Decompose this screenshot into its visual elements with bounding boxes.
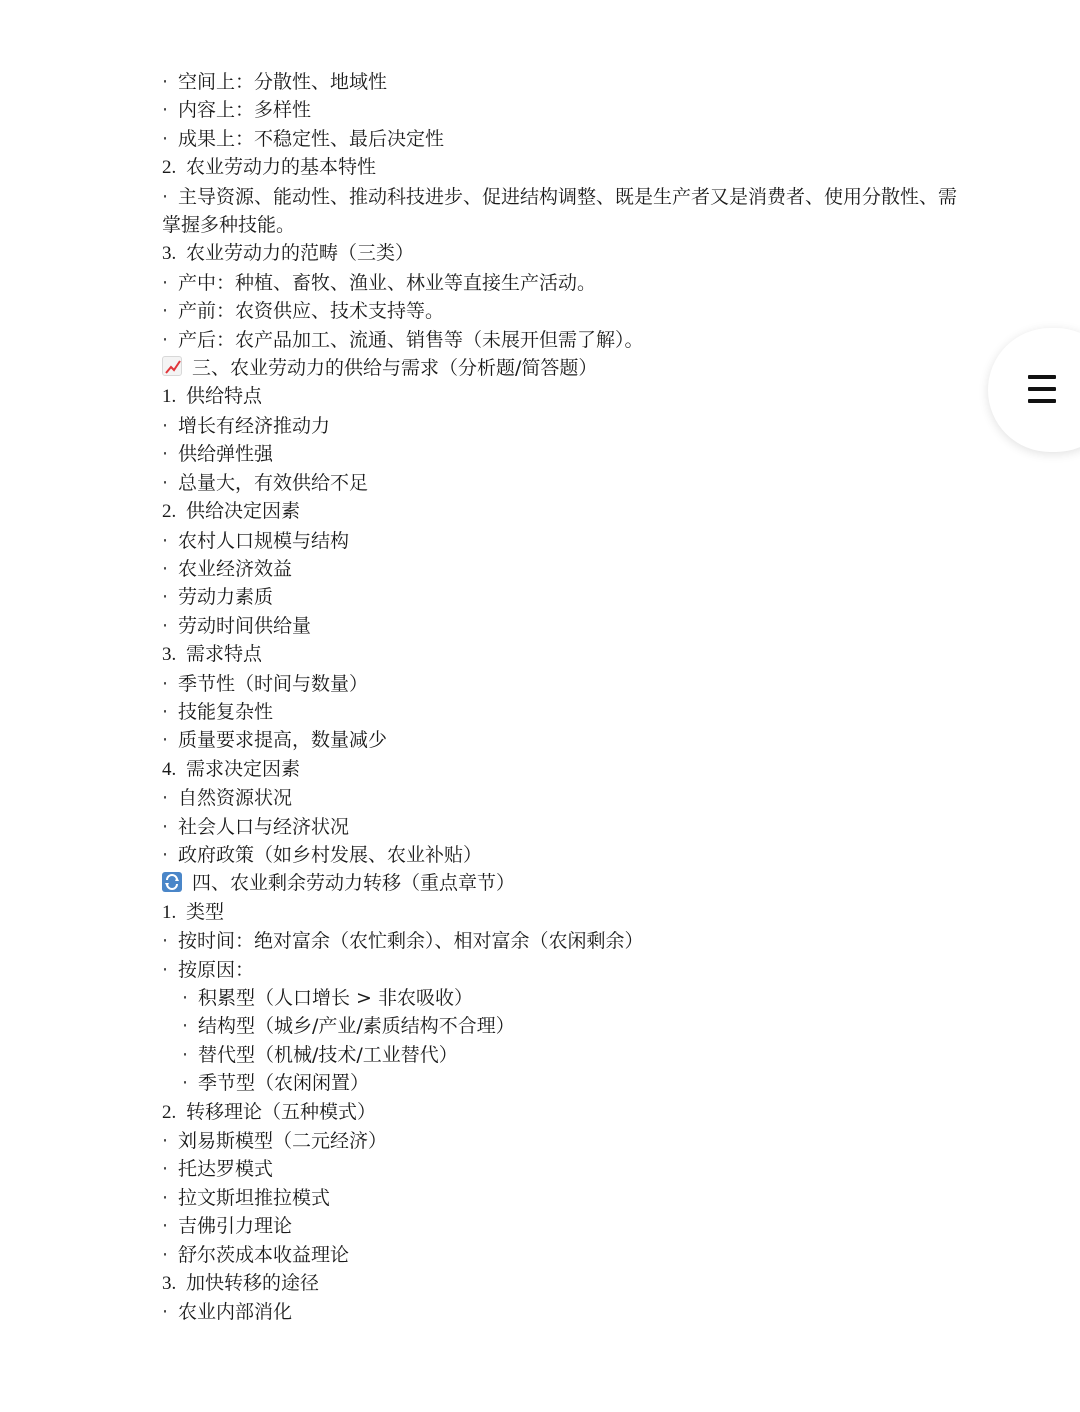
bullet-marker: · [162, 443, 169, 466]
bullet-marker: · [162, 529, 169, 552]
line-text: 加快转移的途径 [186, 1272, 320, 1295]
line-text: 农业经济效益 [178, 557, 293, 580]
sub-list-item [162, 984, 962, 1012]
bullet-marker: · [162, 586, 169, 609]
line-text: 三、农业劳动力的供给与需求（分析题/简答题） [192, 357, 598, 380]
numbered-heading [162, 898, 962, 927]
list-item [162, 125, 962, 153]
numbered-heading [162, 755, 962, 784]
bullet-marker: · [162, 71, 169, 93]
bullet-marker: · [162, 930, 169, 953]
list-item [162, 698, 962, 726]
list-item [162, 670, 962, 698]
list-number: 3. [162, 1273, 177, 1295]
line-text: 内容上：多样性 [178, 99, 312, 122]
list-number: 1. [162, 901, 177, 923]
bullet-marker: · [162, 787, 169, 810]
bullet-marker: · [162, 99, 169, 122]
numbered-heading [162, 1098, 962, 1127]
list-number: 1. [162, 386, 177, 408]
document-body [162, 68, 962, 1327]
bullet-marker: · [162, 958, 169, 981]
bullet-marker: · [162, 1243, 169, 1266]
list-number: 4. [162, 758, 177, 780]
line-text: 技能复杂性 [178, 700, 274, 723]
line-text: 产后：农产品加工、流通、销售等（未展开但需了解）。 [178, 328, 644, 351]
chart-increasing-icon [162, 356, 182, 376]
line-text: 刘易斯模型（二元经济） [178, 1130, 388, 1153]
bullet-marker: · [162, 414, 169, 437]
list-item [162, 726, 962, 754]
line-text: 成果上：不稳定性、最后决定性 [178, 127, 445, 150]
list-item [162, 612, 962, 640]
list-number: 3. [162, 243, 177, 265]
line-text: 供给弹性强 [178, 443, 274, 466]
line-text: 类型 [186, 900, 225, 923]
sub-list-item [162, 1069, 962, 1097]
line-text: 自然资源状况 [178, 787, 293, 810]
list-item [162, 412, 962, 440]
line-text: 主导资源、能动性、推动科技进步、促进结构调整、既是生产者又是消费者、使用分散性、需掌握多种技能。 [162, 185, 958, 237]
line-text: 农村人口规模与结构 [178, 529, 350, 552]
line-text: 拉文斯坦推拉模式 [178, 1186, 331, 1209]
line-text: 替代型（机械/技术/工业替代） [198, 1043, 458, 1066]
list-item [162, 956, 962, 984]
list-item [162, 813, 962, 841]
bullet-marker: · [162, 843, 169, 866]
line-text: 增长有经济推动力 [178, 414, 331, 437]
line-text: 托达罗模式 [178, 1158, 274, 1181]
bullet-marker: · [182, 1043, 189, 1066]
list-item [162, 1212, 962, 1240]
list-number: 2. [162, 157, 177, 179]
menu-button[interactable] [988, 328, 1080, 452]
line-text: 季节性（时间与数量） [178, 672, 369, 695]
numbered-heading [162, 153, 962, 182]
bullet-marker: · [162, 185, 169, 208]
line-text: 总量大，有效供给不足 [178, 471, 369, 494]
bullet-marker: · [162, 328, 169, 351]
list-item [162, 1127, 962, 1155]
bullet-marker: · [162, 815, 169, 838]
list-item [162, 583, 962, 611]
line-text: 需求决定因素 [186, 757, 301, 780]
list-item [162, 784, 962, 812]
cycle-arrows-icon [162, 872, 182, 892]
line-text: 吉佛引力理论 [178, 1215, 293, 1238]
list-item [162, 927, 962, 955]
list-item [162, 269, 962, 297]
sub-list-item [162, 1012, 962, 1040]
line-text: 产前：农资供应、技术支持等。 [178, 300, 445, 323]
line-text: 需求特点 [186, 643, 263, 666]
line-text: 结构型（城乡/产业/素质结构不合理） [198, 1015, 515, 1038]
bullet-marker: · [162, 1186, 169, 1209]
bullet-marker: · [182, 1072, 189, 1095]
line-text: 转移理论（五种模式） [186, 1100, 377, 1123]
list-number: 2. [162, 501, 177, 523]
bullet-marker: · [162, 700, 169, 723]
line-text: 供给决定因素 [186, 500, 301, 523]
list-item [162, 1155, 962, 1183]
list-item [162, 440, 962, 468]
list-item [162, 297, 962, 325]
list-item [162, 96, 962, 124]
numbered-heading [162, 640, 962, 669]
line-text: 按原因： [178, 958, 255, 981]
line-text: 劳动力素质 [178, 586, 274, 609]
list-item [162, 326, 962, 354]
list-item [162, 841, 962, 869]
hamburger-menu-icon [1028, 375, 1056, 403]
line-text: 四、农业剩余劳动力转移（重点章节） [192, 872, 516, 895]
bullet-marker: · [162, 1130, 169, 1153]
line-text: 产中：种植、畜牧、渔业、林业等直接生产活动。 [178, 271, 597, 294]
line-text: 农业劳动力的范畴（三类） [186, 242, 415, 265]
line-text: 供给特点 [186, 385, 263, 408]
bullet-marker: · [162, 557, 169, 580]
list-number: 3. [162, 644, 177, 666]
list-number: 2. [162, 1101, 177, 1123]
list-item [162, 1241, 962, 1269]
section-heading [162, 869, 962, 897]
line-text: 劳动时间供给量 [178, 614, 312, 637]
line-text: 空间上：分散性、地域性 [178, 71, 388, 93]
bullet-marker: · [162, 1301, 169, 1324]
line-text: 季节型（农闲闲置） [198, 1072, 370, 1095]
bullet-marker: · [162, 1215, 169, 1238]
line-text: 农业劳动力的基本特性 [186, 156, 377, 179]
line-text: 农业内部消化 [178, 1301, 293, 1324]
line-text: 质量要求提高，数量减少 [178, 729, 388, 752]
section-heading [162, 354, 962, 382]
list-item [162, 527, 962, 555]
bullet-marker: · [182, 987, 189, 1009]
bullet-marker: · [162, 300, 169, 323]
bullet-marker: · [162, 127, 169, 150]
list-item [162, 68, 962, 96]
numbered-heading [162, 1269, 962, 1298]
bullet-marker: · [162, 614, 169, 637]
numbered-heading [162, 239, 962, 268]
bullet-marker: · [162, 271, 169, 294]
bullet-marker: · [162, 729, 169, 752]
line-text: 政府政策（如乡村发展、农业补贴） [178, 843, 483, 866]
list-item [162, 469, 962, 497]
line-text: 社会人口与经济状况 [178, 815, 350, 838]
numbered-heading [162, 497, 962, 526]
bullet-marker: · [182, 1015, 189, 1038]
list-item [162, 1184, 962, 1212]
numbered-heading [162, 382, 962, 411]
list-item [162, 183, 962, 240]
list-item [162, 555, 962, 583]
line-text: 积累型（人口增长 > 非农吸收） [198, 987, 473, 1009]
bullet-marker: · [162, 471, 169, 494]
list-item [162, 1298, 962, 1326]
bullet-marker: · [162, 672, 169, 695]
line-text: 按时间：绝对富余（农忙剩余）、相对富余（农闲剩余） [178, 930, 644, 953]
line-text: 舒尔茨成本收益理论 [178, 1243, 350, 1266]
sub-list-item [162, 1041, 962, 1069]
bullet-marker: · [162, 1158, 169, 1181]
